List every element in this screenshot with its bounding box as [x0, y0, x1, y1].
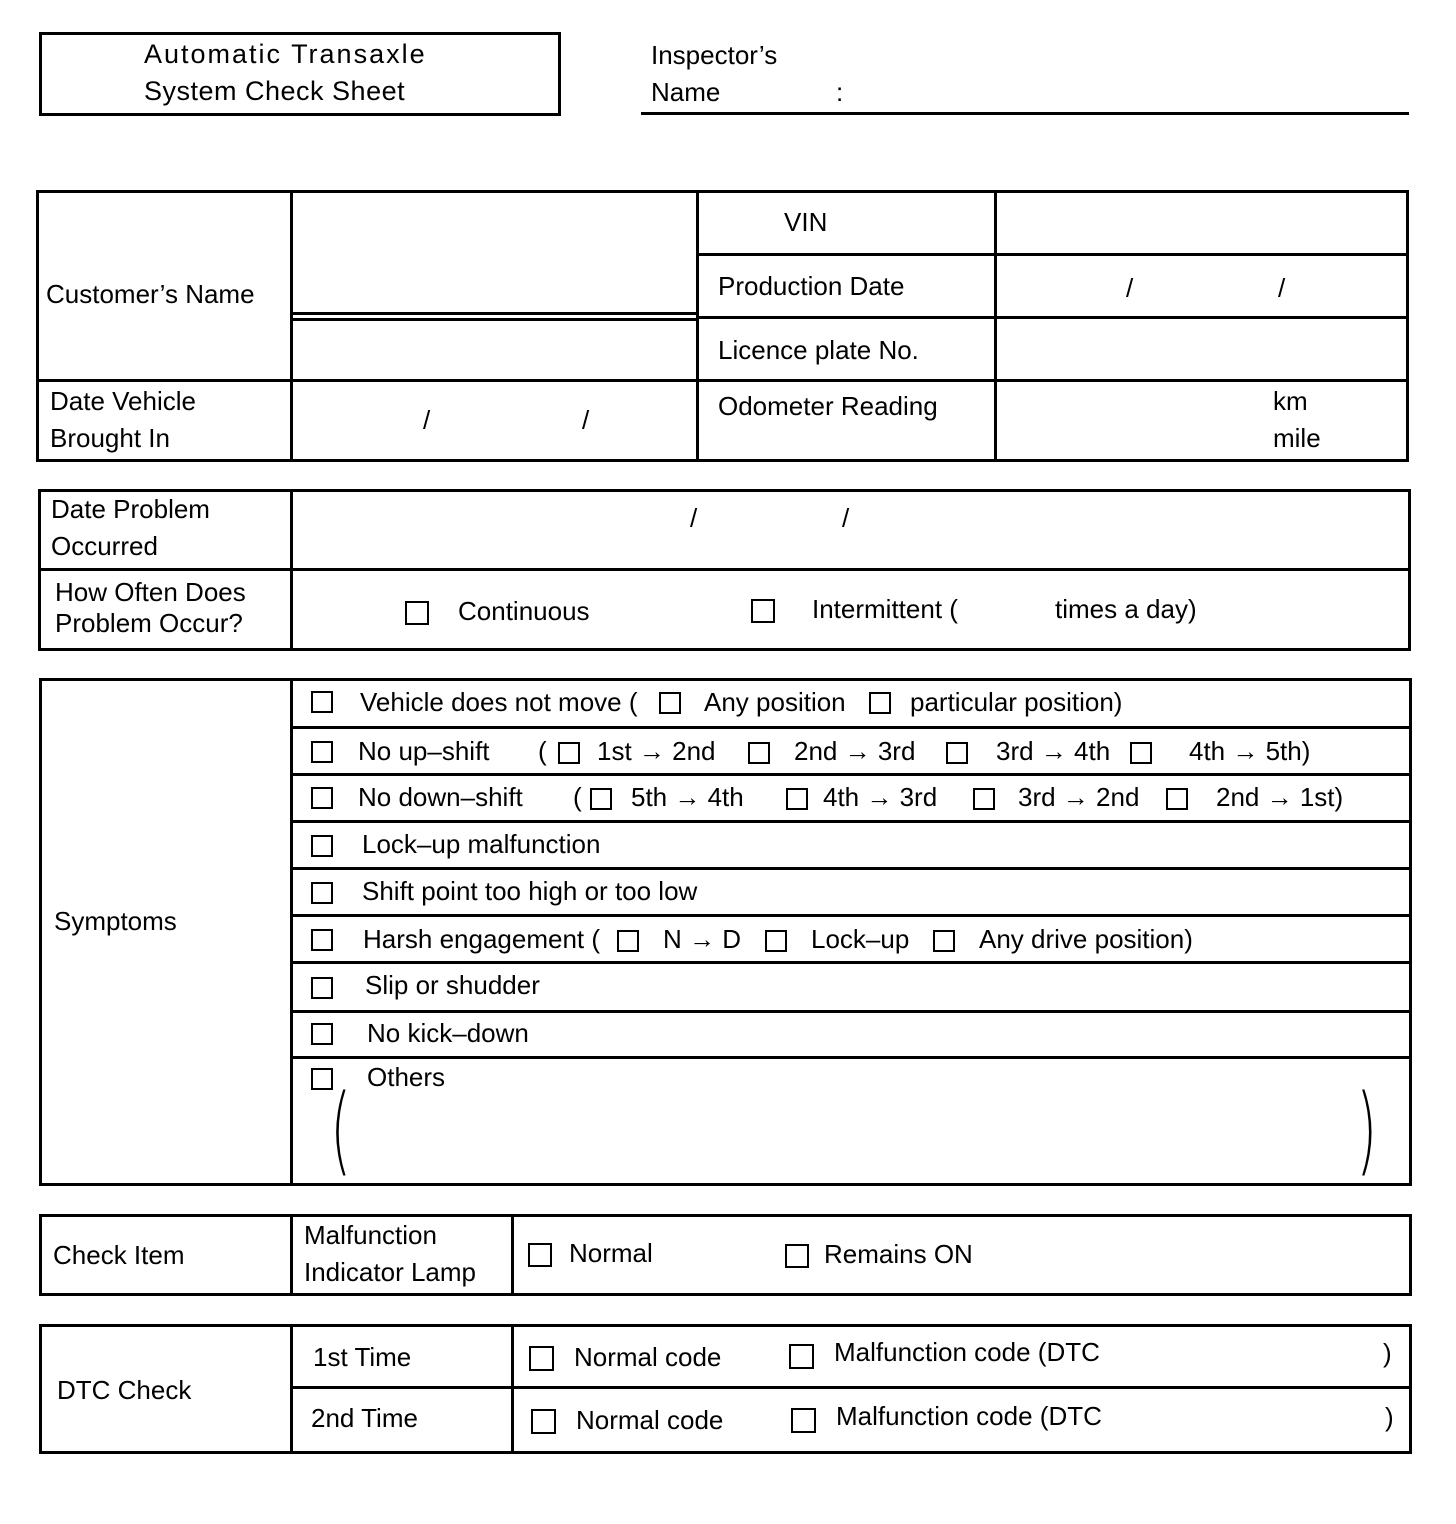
upshift-2-3-checkbox[interactable]	[748, 742, 770, 764]
title-line2: System Check Sheet	[144, 76, 406, 106]
dtc-second-time-label: 2nd Time	[311, 1403, 418, 1433]
slip-shudder-checkbox[interactable]	[311, 977, 333, 999]
check-item-label: Check Item	[53, 1240, 185, 1270]
dtc-first-malfunction-label: Malfunction code (DTC	[834, 1337, 1100, 1367]
production-date-slash1: /	[1126, 273, 1134, 303]
date-problem-label-line1: Date Problem	[51, 494, 210, 524]
vin-label: VIN	[784, 207, 828, 237]
date-brought-in-label-line1: Date Vehicle	[50, 386, 196, 416]
intermittent-label: Intermittent (	[812, 594, 958, 624]
continuous-label: Continuous	[458, 596, 590, 626]
how-often-label-line1: How Often Does	[55, 577, 246, 607]
check-item-table	[39, 1214, 1412, 1296]
others-open-paren: (	[330, 1074, 352, 1186]
upshift-3-4-label: 3rd → 4th	[996, 736, 1111, 766]
dtc-first-code-field[interactable]	[1130, 1336, 1380, 1376]
dtc-first-normal-checkbox[interactable]	[529, 1346, 554, 1371]
particular-position-label: particular position)	[910, 687, 1123, 717]
no-upshift-open-paren: (	[538, 736, 547, 766]
upshift-4-5-checkbox[interactable]	[1130, 742, 1152, 764]
title-line1: Automatic Transaxle	[144, 39, 427, 69]
others-field[interactable]	[360, 1100, 1350, 1170]
shift-point-checkbox[interactable]	[311, 882, 333, 904]
shift-point-label: Shift point too high or too low	[362, 876, 698, 906]
downshift-3-2-checkbox[interactable]	[973, 788, 995, 810]
upshift-2-3-label: 2nd → 3rd	[794, 736, 916, 766]
inspector-label-line2: Name	[651, 77, 721, 107]
harsh-engagement-checkbox[interactable]	[311, 929, 333, 951]
lockup-malfunction-checkbox[interactable]	[311, 835, 333, 857]
harsh-n-d-label: N → D	[663, 924, 741, 954]
licence-plate-label: Licence plate No.	[718, 335, 919, 365]
downshift-4-3-checkbox[interactable]	[786, 788, 808, 810]
no-downshift-open-paren: (	[573, 782, 582, 812]
harsh-lockup-label: Lock–up	[811, 924, 910, 954]
dtc-second-normal-checkbox[interactable]	[531, 1409, 556, 1434]
upshift-3-4-checkbox[interactable]	[946, 742, 968, 764]
dtc-first-close-paren: )	[1383, 1338, 1392, 1368]
upshift-1-2-label: 1st → 2nd	[597, 736, 716, 766]
dtc-first-malfunction-checkbox[interactable]	[789, 1344, 814, 1369]
intermittent-checkbox[interactable]	[751, 599, 775, 623]
date-brought-in-slash1: /	[423, 405, 431, 435]
date-brought-in-slash2: /	[582, 405, 590, 435]
dtc-second-malfunction-label: Malfunction code (DTC	[836, 1401, 1102, 1431]
slip-shudder-label: Slip or shudder	[365, 970, 540, 1000]
vin-field[interactable]	[998, 194, 1406, 252]
downshift-2-1-checkbox[interactable]	[1166, 788, 1188, 810]
date-problem-slash2: /	[842, 503, 850, 533]
any-position-checkbox[interactable]	[659, 692, 681, 714]
dtc-first-normal-label: Normal code	[574, 1342, 722, 1372]
licence-plate-field[interactable]	[998, 320, 1406, 378]
date-brought-in-label-line2: Brought In	[50, 423, 170, 453]
inspector-label-line1: Inspector’s	[651, 40, 778, 70]
downshift-5-4-label: 5th → 4th	[631, 782, 744, 812]
date-problem-slash1: /	[690, 503, 698, 533]
customer-name-label: Customer’s Name	[46, 279, 255, 309]
no-downshift-checkbox[interactable]	[311, 787, 333, 809]
symptoms-label: Symptoms	[54, 906, 177, 936]
odometer-unit-mile: mile	[1273, 423, 1321, 453]
mil-remains-on-label: Remains ON	[824, 1239, 973, 1269]
date-problem-label-line2: Occurred	[51, 531, 158, 561]
no-upshift-label: No up–shift	[358, 736, 490, 766]
no-kickdown-label: No kick–down	[367, 1018, 529, 1048]
dtc-second-malfunction-checkbox[interactable]	[791, 1408, 816, 1433]
any-position-label: Any position	[704, 687, 846, 717]
no-move-checkbox[interactable]	[311, 691, 333, 713]
continuous-checkbox[interactable]	[405, 601, 429, 625]
upshift-1-2-checkbox[interactable]	[558, 742, 580, 764]
others-close-paren: )	[1356, 1074, 1378, 1186]
mil-label-line1: Malfunction	[304, 1220, 437, 1250]
how-often-label-line2: Problem Occur?	[55, 608, 243, 638]
no-kickdown-checkbox[interactable]	[311, 1023, 333, 1045]
dtc-second-code-field[interactable]	[1132, 1398, 1382, 1438]
dtc-second-normal-label: Normal code	[576, 1405, 724, 1435]
customer-name-field[interactable]	[294, 194, 694, 310]
downshift-2-1-label: 2nd → 1st)	[1216, 782, 1344, 812]
mil-remains-on-checkbox[interactable]	[785, 1244, 809, 1268]
mil-normal-checkbox[interactable]	[528, 1243, 552, 1267]
lockup-malfunction-label: Lock–up malfunction	[362, 829, 601, 859]
harsh-lockup-checkbox[interactable]	[765, 930, 787, 952]
mil-normal-label: Normal	[569, 1238, 653, 1268]
no-upshift-checkbox[interactable]	[311, 741, 333, 763]
production-date-label: Production Date	[718, 271, 905, 301]
harsh-any-drive-label: Any drive position)	[979, 924, 1193, 954]
harsh-engagement-label: Harsh engagement (	[363, 924, 601, 954]
no-downshift-label: No down–shift	[358, 782, 523, 812]
downshift-4-3-label: 4th → 3rd	[823, 782, 938, 812]
others-label: Others	[367, 1062, 446, 1092]
downshift-3-2-label: 3rd → 2nd	[1018, 782, 1140, 812]
particular-position-checkbox[interactable]	[869, 692, 891, 714]
dtc-first-time-label: 1st Time	[313, 1342, 412, 1372]
no-move-label: Vehicle does not move (	[360, 687, 638, 717]
dtc-second-close-paren: )	[1385, 1402, 1394, 1432]
inspector-name-field[interactable]	[641, 112, 1409, 115]
mil-label-line2: Indicator Lamp	[304, 1257, 476, 1287]
production-date-slash2: /	[1278, 273, 1286, 303]
times-a-day-label: times a day)	[1055, 594, 1197, 624]
upshift-4-5-label: 4th → 5th)	[1189, 736, 1311, 766]
harsh-any-drive-checkbox[interactable]	[933, 930, 955, 952]
odometer-label: Odometer Reading	[718, 391, 938, 421]
harsh-n-d-checkbox[interactable]	[617, 930, 639, 952]
dtc-check-label: DTC Check	[57, 1375, 192, 1405]
odometer-unit-km: km	[1273, 386, 1308, 416]
inspector-colon: :	[836, 77, 844, 107]
downshift-5-4-checkbox[interactable]	[590, 788, 612, 810]
